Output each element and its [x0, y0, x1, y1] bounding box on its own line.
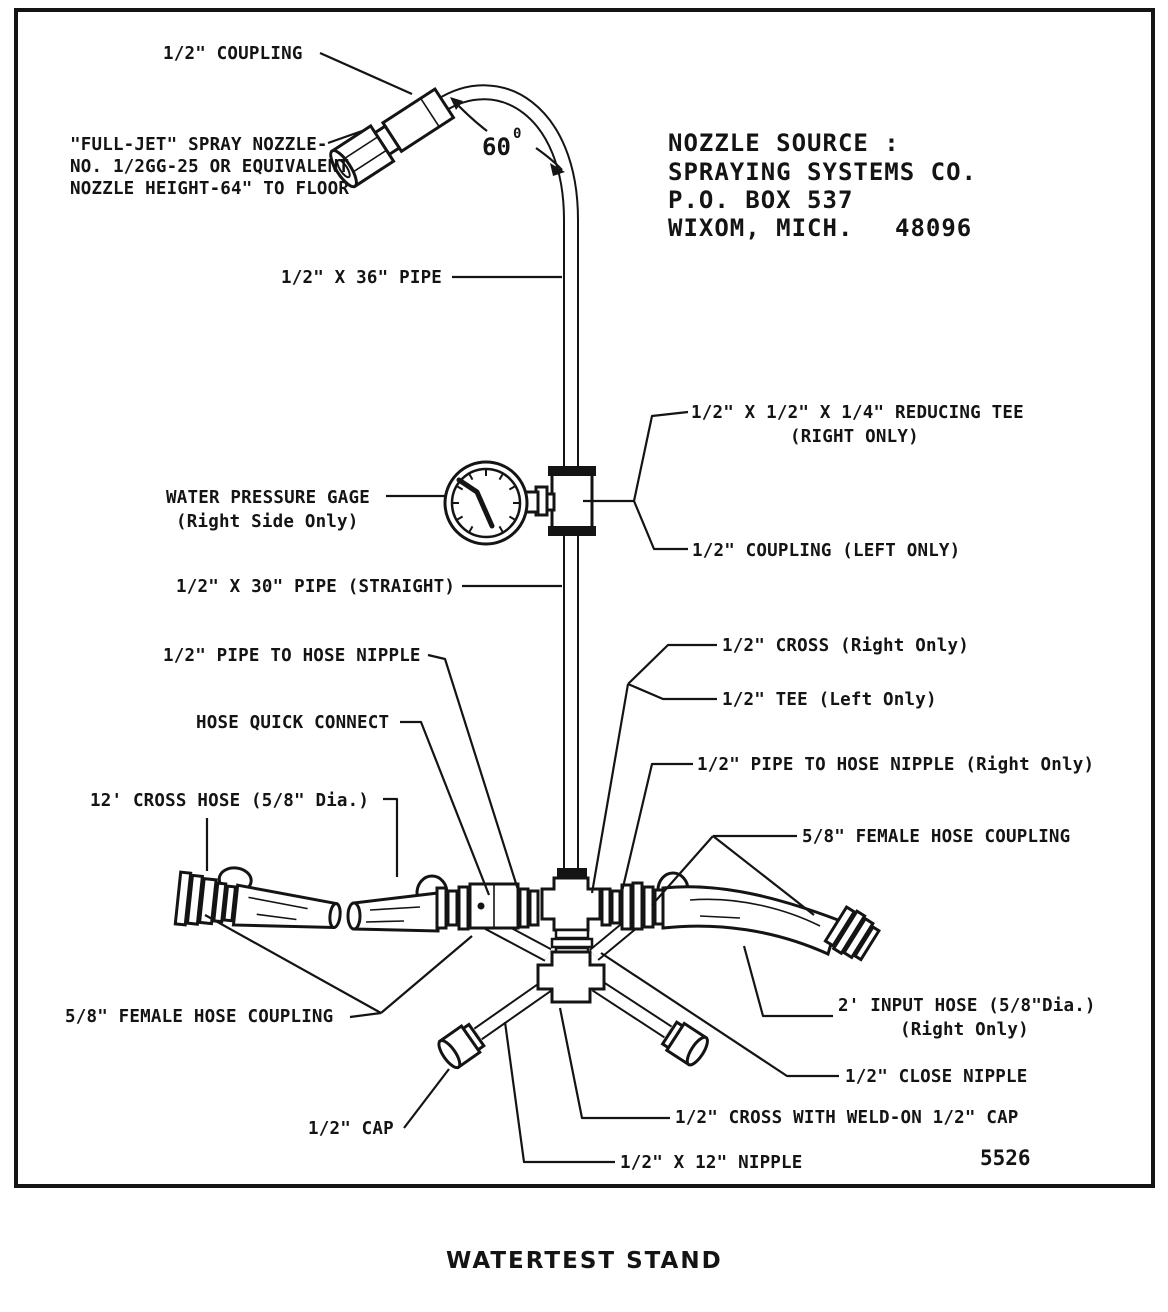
gauge-tee-assembly [445, 462, 596, 544]
cross-hose-stub [348, 893, 438, 931]
label-close-nipple: 1/2" CLOSE NIPPLE [845, 1067, 1028, 1087]
nozzle-source-city: WIXOM, MICH. [668, 214, 854, 242]
nozzle-source-line2: SPRAYING SYSTEMS CO. [668, 158, 977, 186]
label-tee-left: 1/2" TEE (Left Only) [722, 690, 937, 710]
label-female-coupling-right: 5/8" FEMALE HOSE COUPLING [802, 827, 1071, 847]
label-pipe-36: 1/2" X 36" PIPE [281, 268, 443, 288]
label-pressure-gage-2: (Right Side Only) [176, 512, 359, 532]
label-reducing-tee-2: (RIGHT ONLY) [790, 427, 919, 447]
drawing-caption: WATERTEST STAND [446, 1248, 723, 1274]
input-hose-end-coupling [824, 905, 881, 964]
label-pipe-30: 1/2" X 30" PIPE (STRAIGHT) [176, 577, 456, 597]
hose-body [233, 885, 337, 935]
label-cap: 1/2" CAP [308, 1119, 394, 1139]
label-spray-nozzle-2: NO. 1/2GG-25 OR EQUIVALENT [70, 157, 350, 177]
label-input-hose-1: 2' INPUT HOSE (5/8"Dia.) [838, 996, 1096, 1016]
nozzle-source-line3: P.O. BOX 537 [668, 186, 854, 214]
nozzle-source-line1: NOZZLE SOURCE : [668, 129, 900, 157]
label-cross-right: 1/2" CROSS (Right Only) [722, 636, 969, 656]
half-inch-cross [542, 878, 600, 930]
label-female-coupling-left: 5/8" FEMALE HOSE COUPLING [65, 1007, 334, 1027]
label-spray-nozzle-3: NOZZLE HEIGHT-64" TO FLOOR [70, 179, 350, 199]
base-assembly [435, 930, 711, 1071]
label-cross-weldon: 1/2" CROSS WITH WELD-ON 1/2" CAP [675, 1108, 1019, 1128]
label-quick-connect: HOSE QUICK CONNECT [196, 713, 390, 733]
label-reducing-tee-1: 1/2" X 1/2" X 1/4" REDUCING TEE [691, 403, 1024, 423]
label-pressure-gage-1: WATER PRESSURE GAGE [166, 488, 370, 508]
close-nipple [556, 930, 588, 938]
cross-hose-detached [175, 862, 344, 941]
nozzle-source-zip: 48096 [895, 214, 973, 242]
angle-degree-mark: 0 [513, 126, 522, 142]
angle-value: 60 [482, 133, 511, 161]
right-hub-fittings [602, 883, 663, 929]
label-spray-nozzle-1: "FULL-JET" SPRAY NOZZLE- [70, 135, 328, 155]
label-hose-nipple-right: 1/2" PIPE TO HOSE NIPPLE (Right Only) [697, 755, 1095, 775]
label-nipple-12: 1/2" X 12" NIPPLE [620, 1153, 803, 1173]
weld-on-base-cross [538, 952, 604, 1002]
label-hose-nipple-left: 1/2" PIPE TO HOSE NIPPLE [163, 646, 421, 666]
input-hose [663, 887, 882, 964]
label-coupling-top: 1/2" COUPLING [163, 44, 303, 64]
label-coupling-left: 1/2" COUPLING (LEFT ONLY) [692, 541, 961, 561]
label-cross-hose: 12' CROSS HOSE (5/8" Dia.) [90, 791, 370, 811]
drawing-number: 5526 [980, 1146, 1031, 1170]
label-input-hose-2: (Right Only) [900, 1020, 1029, 1040]
